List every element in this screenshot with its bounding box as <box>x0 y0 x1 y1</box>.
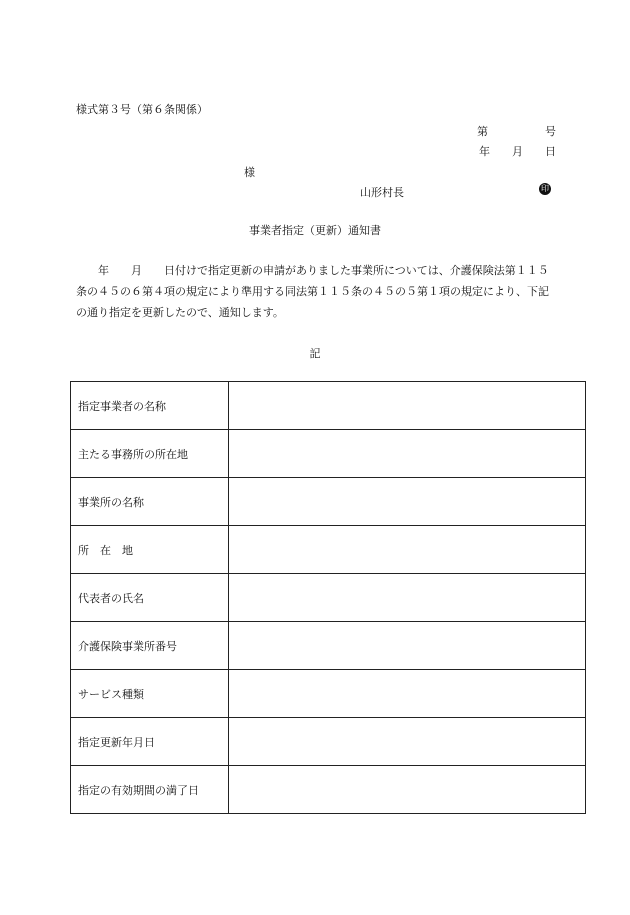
day-label: 日 <box>545 145 556 158</box>
row-label: 代表者の氏名 <box>71 574 229 622</box>
month-label: 月 <box>512 145 523 158</box>
table-row <box>71 574 586 622</box>
row-value-field[interactable] <box>229 478 586 526</box>
row-value-field[interactable] <box>229 382 586 430</box>
ki-heading: 記 <box>309 347 321 360</box>
body-text <box>76 260 566 323</box>
table-row <box>71 478 586 526</box>
number-suffix: 号 <box>545 125 556 138</box>
document-title: 事業者指定（更新）通知書 <box>249 224 381 237</box>
table-row <box>71 526 586 574</box>
row-value-field[interactable] <box>229 670 586 718</box>
row-label: サービス種類 <box>71 670 229 718</box>
row-value-field[interactable] <box>229 622 586 670</box>
body-line-1: 年 月 日付けで指定更新の申請がありました事業所については、介護保険法第１１５ <box>76 264 549 277</box>
issuer-name: 山形村長 <box>360 186 404 199</box>
table-row <box>71 670 586 718</box>
row-label: 所 在 地 <box>71 526 229 574</box>
form-id: 様式第３号（第６条関係） <box>76 103 208 116</box>
row-value-field[interactable] <box>229 766 586 814</box>
row-label: 指定事業者の名称 <box>71 382 229 430</box>
seal-icon: 印 <box>541 184 549 193</box>
table-row <box>71 622 586 670</box>
year-label: 年 <box>479 145 490 158</box>
addressee-honorific: 様 <box>244 166 255 179</box>
row-label: 介護保険事業所番号 <box>71 622 229 670</box>
row-label: 事業所の名称 <box>71 478 229 526</box>
row-value-field[interactable] <box>229 718 586 766</box>
row-value-field[interactable] <box>229 574 586 622</box>
row-label: 指定の有効期間の満了日 <box>71 766 229 814</box>
table-row <box>71 382 586 430</box>
row-label: 主たる事務所の所在地 <box>71 430 229 478</box>
row-label: 指定更新年月日 <box>71 718 229 766</box>
info-table <box>70 381 586 814</box>
row-value-field[interactable] <box>229 526 586 574</box>
body-line-3: の通り指定を更新したので、通知します。 <box>76 306 284 319</box>
table-row <box>71 430 586 478</box>
number-prefix: 第 <box>477 125 488 138</box>
table-row <box>71 718 586 766</box>
row-value-field[interactable] <box>229 430 586 478</box>
table-row <box>71 766 586 814</box>
body-line-2: 条の４５の６第４項の規定により準用する同法第１１５条の４５の５第１項の規定により、下記 <box>76 285 549 298</box>
